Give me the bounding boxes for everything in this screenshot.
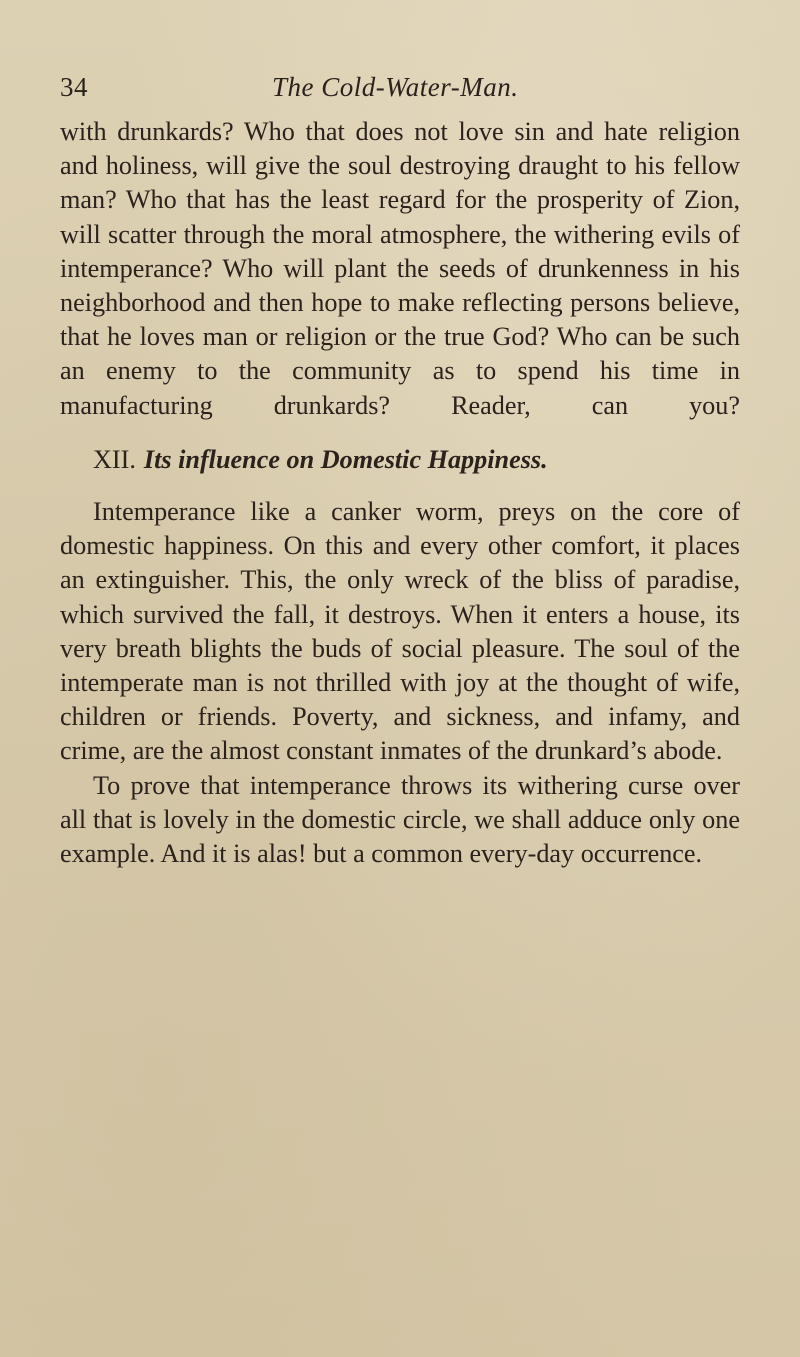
section-number: XII. [93, 444, 136, 474]
section-title: Its influence on Domestic Happiness. [143, 444, 548, 474]
paragraph: To prove that intemperance throws its withering curse over all that is lovely in the domestic circle, we shall adduce only one example. And it is alas! but a common every-day occurrence. [60, 770, 740, 869]
section-heading [60, 443, 740, 477]
page-number: 34 [60, 72, 88, 102]
page-header [60, 72, 750, 112]
paragraph: Intemperance like a canker worm, preys on the core of domestic happiness. On this and every other comfort, it places an extinguisher. This, the only wreck of the bliss of paradise, which survived the fall, it destroys. When it enters a house, its very breath blights the buds of social pleasure. The soul of the intemperate man is not thrilled with joy at the thought of wife, children or friends. Poverty, and sickness, and infamy, and crime, are the almost constant inmates of the drunkard’s abode. [60, 497, 740, 766]
body-text [60, 115, 740, 871]
paragraph-continued: with drunkards? Who that does not love sin and hate religion and holiness, will give the soul destroying draught to his fellow man? Who that has the least regard for the prosperity of Zion, will scatter through the moral atmosphere, the withering evils of intemperance? Who will plant the seeds of drunkenness in his neighborhood and then hope to make reflecting persons believe, that he loves man or religion or the true God? Who can be such an enemy to the community as to spend his time in manufacturing drunkards? Reader, can you? [60, 117, 740, 420]
running-title: The Cold-Water-Man. [272, 72, 519, 102]
